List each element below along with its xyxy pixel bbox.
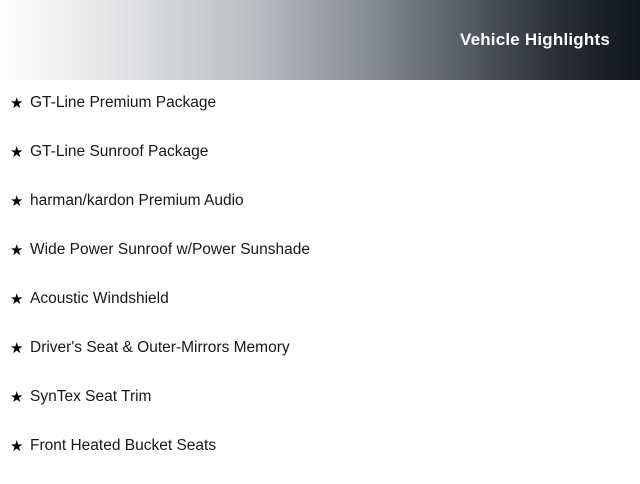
highlights-content [0,80,640,484]
list-item [0,288,640,337]
list-item [0,386,640,435]
page-title: Vehicle Highlights [459,30,610,49]
star-icon: ★ [10,95,24,112]
star-icon: ★ [10,438,24,455]
list-item [0,337,640,386]
list-item [0,239,640,288]
highlight-label: SynTex Seat Trim [30,388,152,405]
highlight-label: Acoustic Windshield [30,290,169,307]
page-header [0,0,640,80]
vehicle-highlights-list [0,92,640,484]
highlight-label: harman/kardon Premium Audio [30,192,244,209]
list-item [0,190,640,239]
list-item [0,435,640,484]
star-icon: ★ [10,193,24,210]
star-icon: ★ [10,340,24,357]
star-icon: ★ [10,144,24,161]
highlight-label: Wide Power Sunroof w/Power Sunshade [30,241,311,258]
highlight-label: Front Heated Bucket Seats [30,437,217,454]
star-icon: ★ [10,389,24,406]
star-icon: ★ [10,291,24,308]
highlight-label: Driver's Seat & Outer-Mirrors Memory [30,339,290,356]
star-icon: ★ [10,242,24,259]
highlight-label: GT-Line Sunroof Package [30,143,209,160]
highlight-label: GT-Line Premium Package [30,94,217,111]
list-item [0,141,640,190]
list-item [0,92,640,141]
